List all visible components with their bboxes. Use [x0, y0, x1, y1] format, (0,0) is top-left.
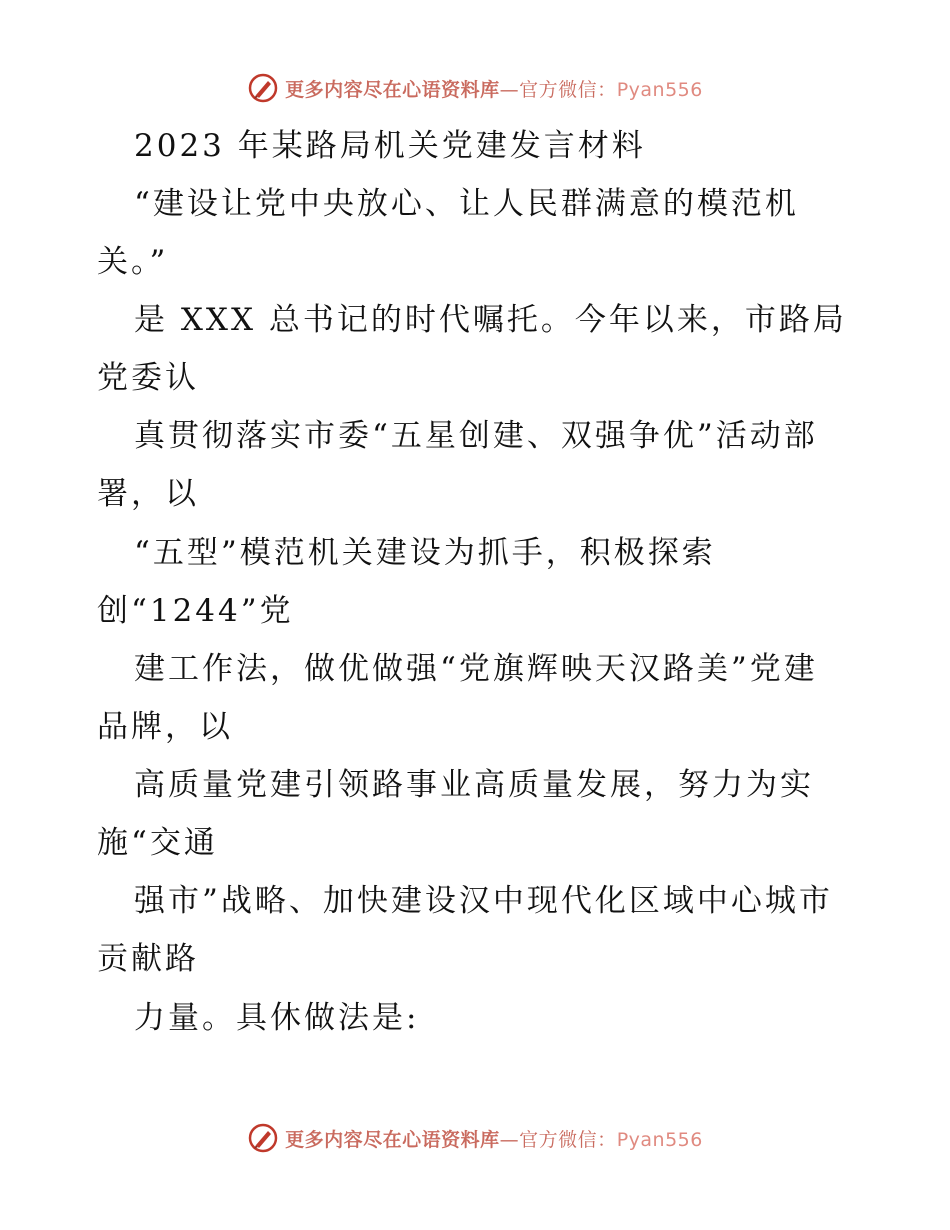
text-line: 党委认 — [97, 360, 199, 396]
watermark-dash: — — [499, 78, 520, 101]
text-line: 创“1244”党 — [97, 593, 294, 629]
watermark-main-text: 更多内容尽在心语资料库 — [285, 1128, 500, 1151]
watermark-footer — [0, 1122, 950, 1154]
watermark-sub-text: 官方微信： — [519, 78, 617, 101]
text-line: “建设让党中央放心、让人民群满意的模范机 — [134, 186, 799, 222]
document-title: 2023 年某路局机关党建发言材料 — [134, 128, 646, 164]
watermark-text — [285, 1125, 703, 1152]
watermark-text — [285, 75, 703, 102]
watermark-header — [0, 72, 950, 104]
pen-logo-icon — [247, 72, 279, 104]
text-line: 贡献路 — [97, 941, 199, 977]
text-line: 强市”战略、加快建设汉中现代化区域中心城市 — [134, 883, 833, 919]
text-line: 建工作法，做优做强“党旗辉映天汉路美”党建 — [134, 651, 818, 687]
text-line: 品牌，以 — [97, 709, 233, 745]
text-line: “五型”模范机关建设为抓手，积极探索 — [134, 535, 716, 571]
watermark-id: Pyan556 — [616, 1128, 703, 1151]
text-line: 真贯彻落实市委“五星创建、双强争优”活动部 — [134, 418, 818, 454]
text-line: 施“交通 — [97, 825, 218, 861]
watermark-dash: — — [499, 1128, 520, 1151]
text-line: 关。” — [97, 244, 169, 280]
watermark-sub-text: 官方微信： — [519, 1128, 617, 1151]
text-line: 署，以 — [97, 476, 199, 512]
text-line: 力量。具休做法是: — [134, 1000, 420, 1036]
pen-logo-icon — [247, 1122, 279, 1154]
watermark-id: Pyan556 — [616, 78, 703, 101]
text-line: 是 XXX 总书记的时代嘱托。今年以来，市路局 — [134, 302, 847, 338]
text-line: 高质量党建引领路事业高质量发展，努力为实 — [134, 767, 814, 803]
watermark-main-text: 更多内容尽在心语资料库 — [285, 78, 500, 101]
